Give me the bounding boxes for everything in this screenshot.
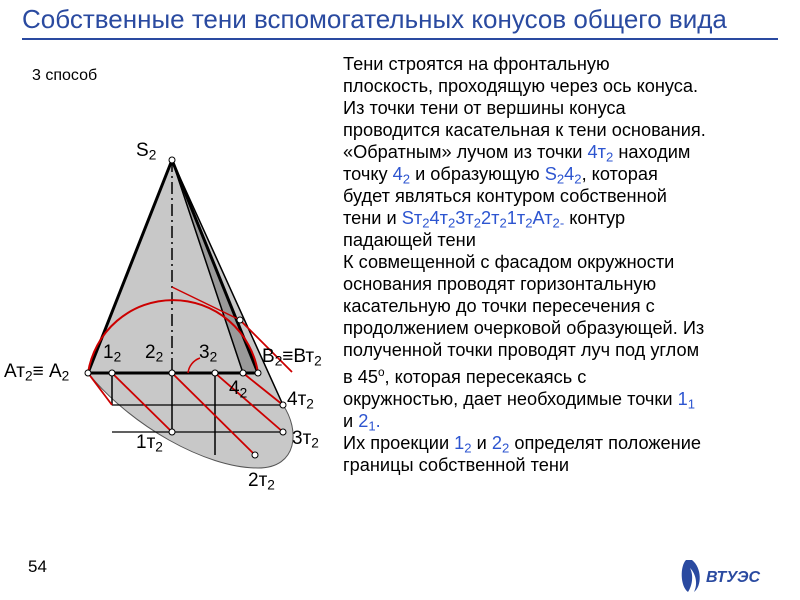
text-line: касательную до точки пересечения с [343, 296, 655, 316]
point-s2 [169, 157, 175, 163]
text-line: Тени строятся на фронтальную [343, 54, 610, 74]
point-2t2 [252, 452, 258, 458]
label-42: $4_2$ [229, 378, 248, 401]
label-4t2: $4т_2$ [287, 389, 314, 412]
text-line: Их проекции $1_2$ и $2_2$ определят положение [343, 433, 701, 456]
label-22: $2_2$ [145, 342, 164, 365]
label-3t2: $3т_2$ [292, 428, 319, 451]
point-3t2 [280, 429, 286, 435]
text-line: плоскость, проходящую через ось конуса. [343, 76, 699, 96]
point-22 [169, 370, 175, 376]
text-line: границы собственной тени [343, 455, 570, 476]
text-line: продолжением очерковой образующей. Из [343, 318, 705, 338]
label-1t2: $1т_2$ [136, 432, 163, 455]
point-tangent [237, 317, 243, 323]
text-line: проводится касательная к тени основания. [343, 120, 706, 140]
explanation-text [343, 53, 791, 476]
title-underline [22, 38, 778, 40]
text-line: основания проводят горизонтальную [343, 274, 657, 294]
svg-text:ВТУЭС: ВТУЭС [706, 569, 760, 586]
text-line: К совмещенной с фасадом окружности [343, 252, 675, 272]
text-line: «Обратным» лучом из точки $4т_2$ находим [343, 142, 691, 165]
label-32: $3_2$ [199, 342, 218, 365]
label-2t2: $2т_2$ [248, 470, 275, 493]
label-s2: $S_2$ [136, 140, 157, 163]
point-4t2 [280, 402, 286, 408]
page-number: 54 [28, 557, 47, 576]
point-b2 [255, 370, 261, 376]
page-title: Собственные тени вспомогательных конусов общего вида [22, 4, 727, 34]
point-12 [109, 370, 115, 376]
label-a2: $Ат_2\equiv А_2$ [4, 361, 70, 384]
text-line: Из точки тени от вершины конуса [343, 98, 626, 118]
point-a2 [85, 370, 91, 376]
text-line: полученной точки проводят луч под углом [343, 340, 700, 360]
text-line: тени и $Sт_24т_23т_22т_21т_2Ат_{2-}$ контур [343, 208, 626, 231]
text-line: окружностью, дает необходимые точки $1_1$ [343, 389, 695, 412]
point-42 [240, 370, 246, 376]
point-1t2 [169, 429, 175, 435]
label-b2: $В_2\equiv Вт_2$ [262, 346, 322, 369]
text-line: в $45^о$, которая пересекаясь с [343, 365, 587, 388]
text-line: падающей тени [343, 230, 476, 250]
method-label: 3 способ [32, 67, 98, 84]
text-line: и $2_1$. [343, 411, 381, 434]
label-12: $1_2$ [103, 342, 122, 365]
text-line: будет являться контуром собственной [343, 186, 667, 206]
university-logo [676, 556, 776, 596]
text-line: точку $4_2$ и образующую $S_24_2$, которая [343, 164, 658, 187]
point-32 [212, 370, 218, 376]
cone-shadow-diagram [0, 130, 340, 520]
